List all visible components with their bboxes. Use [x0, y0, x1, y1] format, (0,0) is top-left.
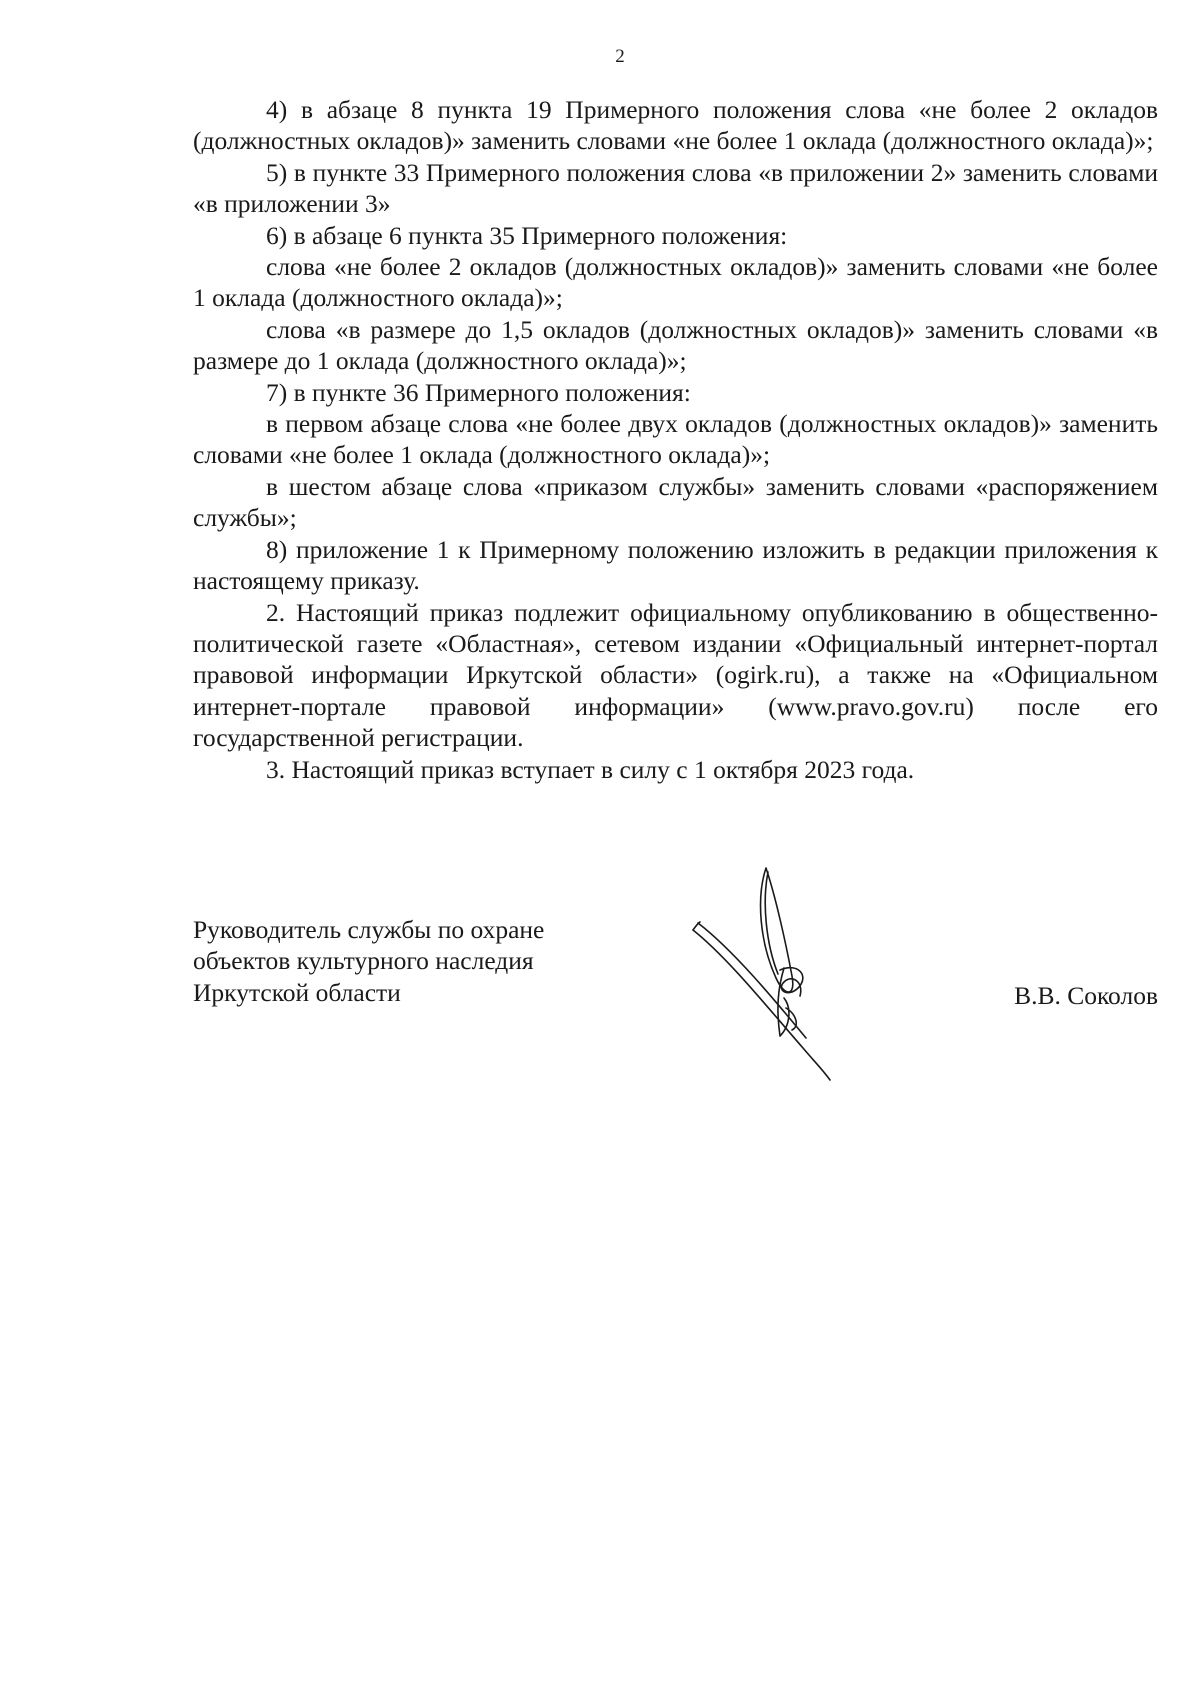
paragraph-item-5: 5) в пункте 33 Примерного положения слова «в приложении 2» заменить словами «в приложении 3» [193, 157, 1158, 219]
paragraph-section-3: 3. Настоящий приказ вступает в силу с 1 октября 2023 года. [266, 754, 915, 784]
paragraph-item-7: 7) в пункте 36 Примерного положения: [266, 377, 691, 407]
paragraph-item-6-a: слова «не более 2 окладов (должностных окладов)» заменить словами «не более 1 оклада (должностного оклада)»; [193, 252, 1158, 313]
signer-title-line: объектов культурного наследия [193, 946, 534, 976]
paragraph-item-7-b: в шестом абзаце слова «приказом службы» заменить словами «распоряжением службы»; [193, 471, 1158, 533]
paragraph-item-6: 6) в абзаце 6 пункта 35 Примерного положения: [266, 220, 788, 250]
signer-title-line: Иркутской области [193, 977, 401, 1007]
signature-strokes [693, 868, 830, 1080]
paragraph-item-8: 8) приложение 1 к Примерному положению изложить в редакции приложения к настоящему приказу. [193, 534, 1158, 596]
paragraph-section-2: 2. Настоящий приказ подлежит официальному опубликованию в общественно-политической газете «Областная», сетевом издании «Официальный интернет-портал правовой информации Иркутской области» (ogirk.ru), а также на «Официальном интернет-портале правовой информации» (www.pravo.gov.ru) после его государственной регистрации. [193, 597, 1158, 753]
paragraph-item-7-a: в первом абзаце слова «не более двух окладов (должностных окладов)» заменить словами «не более 1 оклада (должностного оклада)»; [193, 409, 1158, 470]
signature-block [193, 914, 1158, 1094]
signer-name: В.В. Соколов [1014, 981, 1158, 1010]
paragraph-item-4: 4) в абзаце 8 пункта 19 Примерного положения слова «не более 2 окладов (должностных окладов)» заменить словами «не более 1 оклада (должностного оклада)»; [193, 95, 1158, 156]
handwritten-signature [688, 858, 878, 1083]
signer-title-line: Руководитель службы по охране [193, 915, 545, 944]
document-body [193, 94, 1158, 785]
page-number: 2 [615, 46, 625, 67]
signer-title [193, 914, 613, 1008]
paragraph-item-6-b: слова «в размере до 1,5 окладов (должностных окладов)» заменить словами «в размере до 1 оклада (должностного оклада)»; [193, 314, 1158, 376]
